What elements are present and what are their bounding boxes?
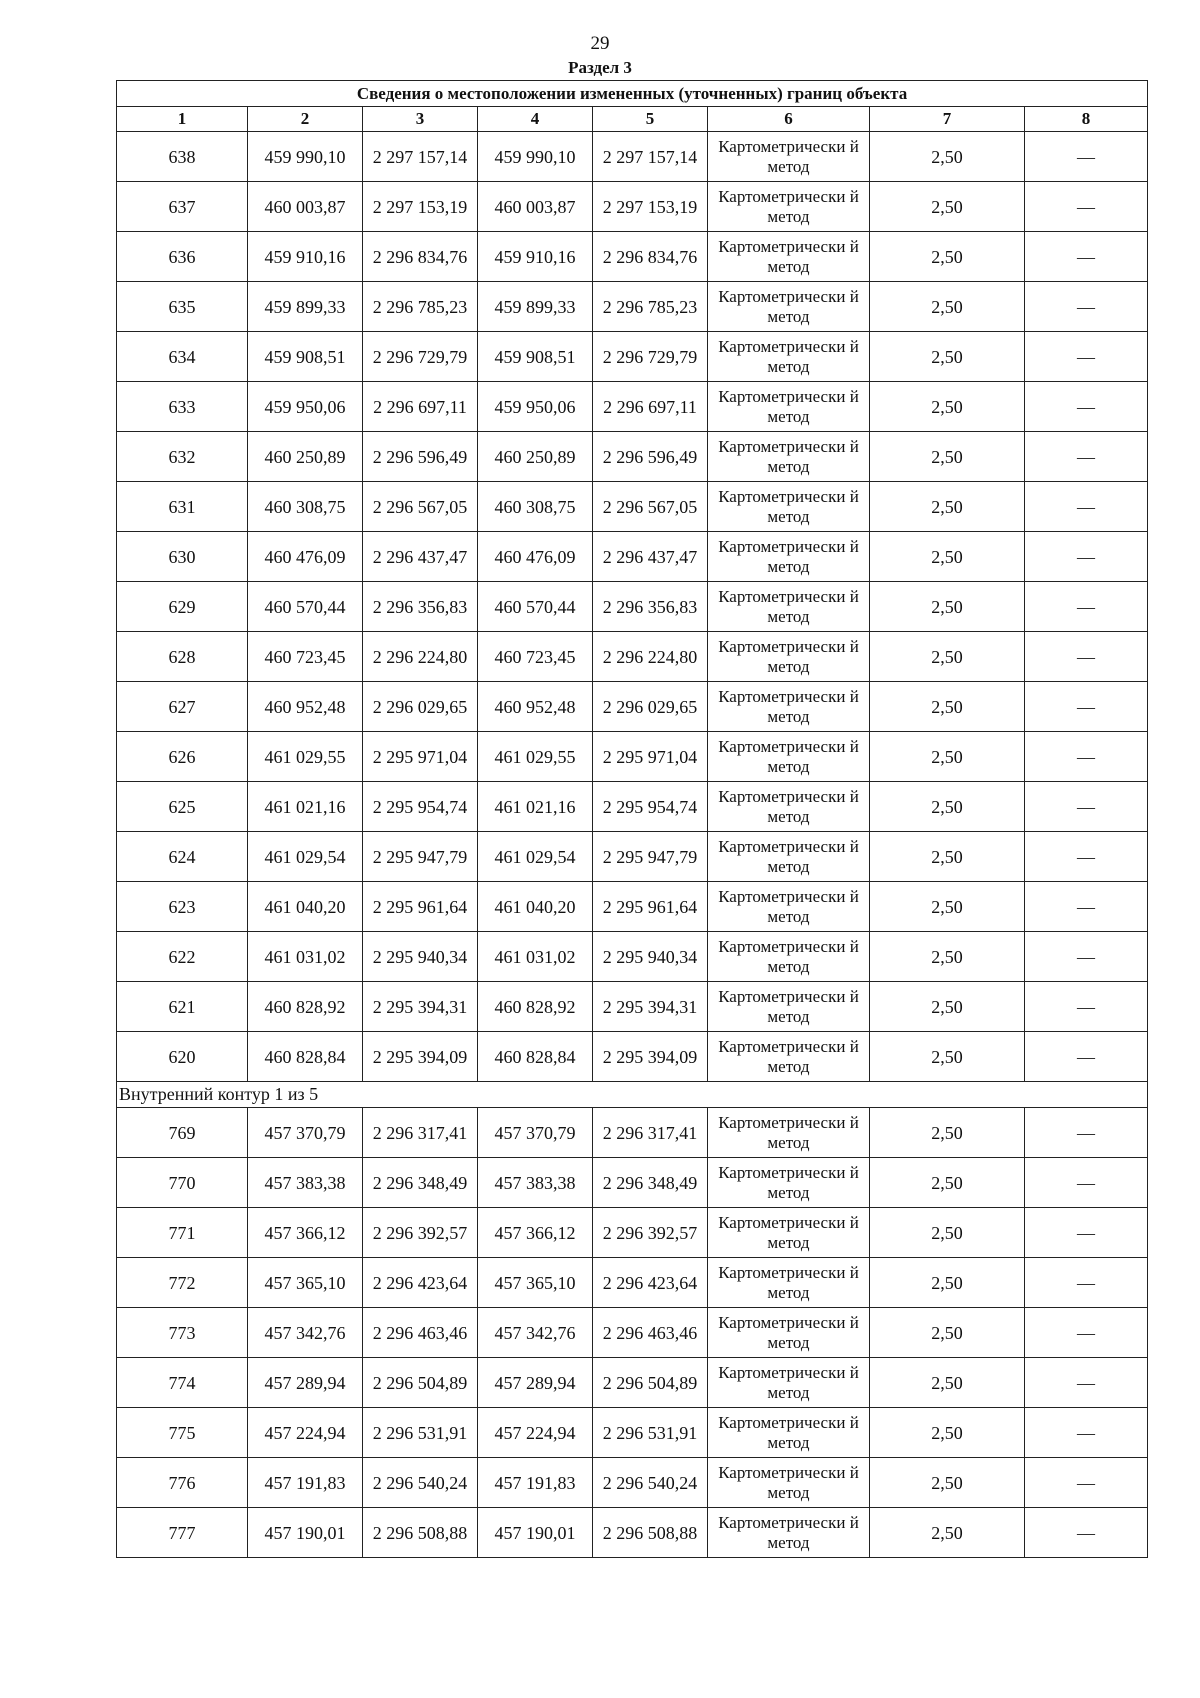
- note-cell: —: [1025, 182, 1148, 232]
- point-number-cell: 632: [117, 432, 248, 482]
- method-cell: Картометрически й метод: [708, 432, 870, 482]
- table-row: [117, 432, 1148, 482]
- accuracy-cell: 2,50: [870, 1258, 1025, 1308]
- y-coordinate-cell: 2 295 394,09: [363, 1032, 478, 1082]
- table-title-row: [117, 81, 1148, 107]
- table-row: [117, 1258, 1148, 1308]
- accuracy-cell: 2,50: [870, 682, 1025, 732]
- y-coordinate-cell: 2 296 423,64: [363, 1258, 478, 1308]
- x-coordinate-cell: 461 029,55: [478, 732, 593, 782]
- accuracy-cell: 2,50: [870, 482, 1025, 532]
- note-cell: —: [1025, 1358, 1148, 1408]
- x-coordinate-cell: 457 342,76: [478, 1308, 593, 1358]
- note-cell: —: [1025, 882, 1148, 932]
- table-row: [117, 932, 1148, 982]
- y-coordinate-cell: 2 296 356,83: [593, 582, 708, 632]
- page-number: 29: [590, 33, 610, 54]
- column-number: 5: [593, 107, 708, 132]
- x-coordinate-cell: 461 029,55: [248, 732, 363, 782]
- y-coordinate-cell: 2 296 729,79: [363, 332, 478, 382]
- point-number-cell: 772: [117, 1258, 248, 1308]
- note-cell: —: [1025, 982, 1148, 1032]
- note-cell: —: [1025, 1458, 1148, 1508]
- y-coordinate-cell: 2 295 954,74: [593, 782, 708, 832]
- x-coordinate-cell: 457 224,94: [478, 1408, 593, 1458]
- note-cell: —: [1025, 682, 1148, 732]
- y-coordinate-cell: 2 296 029,65: [593, 682, 708, 732]
- note-cell: —: [1025, 632, 1148, 682]
- x-coordinate-cell: 461 031,02: [248, 932, 363, 982]
- accuracy-cell: 2,50: [870, 182, 1025, 232]
- accuracy-cell: 2,50: [870, 782, 1025, 832]
- table-row: [117, 682, 1148, 732]
- x-coordinate-cell: 460 723,45: [478, 632, 593, 682]
- point-number-cell: 626: [117, 732, 248, 782]
- y-coordinate-cell: 2 295 971,04: [363, 732, 478, 782]
- y-coordinate-cell: 2 296 423,64: [593, 1258, 708, 1308]
- y-coordinate-cell: 2 296 224,80: [593, 632, 708, 682]
- point-number-cell: 622: [117, 932, 248, 982]
- column-number: 6: [708, 107, 870, 132]
- method-cell: Картометрически й метод: [708, 532, 870, 582]
- x-coordinate-cell: 457 370,79: [478, 1108, 593, 1158]
- column-number-row: [117, 107, 1148, 132]
- x-coordinate-cell: 457 342,76: [248, 1308, 363, 1358]
- x-coordinate-cell: 460 952,48: [248, 682, 363, 732]
- x-coordinate-cell: 457 191,83: [478, 1458, 593, 1508]
- y-coordinate-cell: 2 296 567,05: [363, 482, 478, 532]
- y-coordinate-cell: 2 295 940,34: [593, 932, 708, 982]
- note-cell: —: [1025, 232, 1148, 282]
- method-cell: Картометрически й метод: [708, 282, 870, 332]
- method-cell: Картометрически й метод: [708, 982, 870, 1032]
- note-cell: —: [1025, 782, 1148, 832]
- y-coordinate-cell: 2 295 961,64: [593, 882, 708, 932]
- x-coordinate-cell: 457 365,10: [248, 1258, 363, 1308]
- y-coordinate-cell: 2 296 697,11: [363, 382, 478, 432]
- y-coordinate-cell: 2 295 947,79: [363, 832, 478, 882]
- y-coordinate-cell: 2 296 029,65: [363, 682, 478, 732]
- point-number-cell: 770: [117, 1158, 248, 1208]
- x-coordinate-cell: 459 990,10: [248, 132, 363, 182]
- point-number-cell: 773: [117, 1308, 248, 1358]
- method-cell: Картометрически й метод: [708, 382, 870, 432]
- x-coordinate-cell: 459 990,10: [478, 132, 593, 182]
- y-coordinate-cell: 2 296 508,88: [363, 1508, 478, 1558]
- table-row: [117, 882, 1148, 932]
- accuracy-cell: 2,50: [870, 732, 1025, 782]
- point-number-cell: 623: [117, 882, 248, 932]
- x-coordinate-cell: 457 190,01: [248, 1508, 363, 1558]
- table-row: [117, 1208, 1148, 1258]
- point-number-cell: 638: [117, 132, 248, 182]
- x-coordinate-cell: 459 910,16: [248, 232, 363, 282]
- accuracy-cell: 2,50: [870, 282, 1025, 332]
- accuracy-cell: 2,50: [870, 1158, 1025, 1208]
- x-coordinate-cell: 460 570,44: [248, 582, 363, 632]
- method-cell: Картометрически й метод: [708, 1208, 870, 1258]
- x-coordinate-cell: 460 828,92: [478, 982, 593, 1032]
- y-coordinate-cell: 2 296 596,49: [363, 432, 478, 482]
- column-number: 2: [248, 107, 363, 132]
- y-coordinate-cell: 2 296 834,76: [593, 232, 708, 282]
- accuracy-cell: 2,50: [870, 1308, 1025, 1358]
- x-coordinate-cell: 459 908,51: [478, 332, 593, 382]
- accuracy-cell: 2,50: [870, 332, 1025, 382]
- method-cell: Картометрически й метод: [708, 782, 870, 832]
- x-coordinate-cell: 457 289,94: [248, 1358, 363, 1408]
- x-coordinate-cell: 459 950,06: [248, 382, 363, 432]
- table-row: [117, 232, 1148, 282]
- y-coordinate-cell: 2 297 157,14: [593, 132, 708, 182]
- y-coordinate-cell: 2 296 224,80: [363, 632, 478, 682]
- accuracy-cell: 2,50: [870, 982, 1025, 1032]
- accuracy-cell: 2,50: [870, 932, 1025, 982]
- method-cell: Картометрически й метод: [708, 1508, 870, 1558]
- point-number-cell: 621: [117, 982, 248, 1032]
- accuracy-cell: 2,50: [870, 532, 1025, 582]
- method-cell: Картометрически й метод: [708, 832, 870, 882]
- method-cell: Картометрически й метод: [708, 1408, 870, 1458]
- x-coordinate-cell: 461 021,16: [478, 782, 593, 832]
- method-cell: Картометрически й метод: [708, 582, 870, 632]
- y-coordinate-cell: 2 296 437,47: [363, 532, 478, 582]
- table-title: Сведения о местоположении измененных (уточненных) границ объекта: [117, 81, 1148, 107]
- x-coordinate-cell: 461 029,54: [248, 832, 363, 882]
- y-coordinate-cell: 2 296 463,46: [363, 1308, 478, 1358]
- accuracy-cell: 2,50: [870, 232, 1025, 282]
- method-cell: Картометрически й метод: [708, 1032, 870, 1082]
- method-cell: Картометрически й метод: [708, 732, 870, 782]
- x-coordinate-cell: 461 029,54: [478, 832, 593, 882]
- point-number-cell: 777: [117, 1508, 248, 1558]
- y-coordinate-cell: 2 296 317,41: [593, 1108, 708, 1158]
- y-coordinate-cell: 2 296 463,46: [593, 1308, 708, 1358]
- y-coordinate-cell: 2 296 317,41: [363, 1108, 478, 1158]
- note-cell: —: [1025, 282, 1148, 332]
- x-coordinate-cell: 460 828,84: [478, 1032, 593, 1082]
- y-coordinate-cell: 2 296 348,49: [363, 1158, 478, 1208]
- x-coordinate-cell: 460 723,45: [248, 632, 363, 682]
- method-cell: Картометрически й метод: [708, 1308, 870, 1358]
- table-row: [117, 482, 1148, 532]
- note-cell: —: [1025, 732, 1148, 782]
- table-row: [117, 782, 1148, 832]
- method-cell: Картометрически й метод: [708, 482, 870, 532]
- accuracy-cell: 2,50: [870, 1108, 1025, 1158]
- x-coordinate-cell: 461 021,16: [248, 782, 363, 832]
- table-row: [117, 982, 1148, 1032]
- method-cell: Картометрически й метод: [708, 132, 870, 182]
- method-cell: Картометрически й метод: [708, 1358, 870, 1408]
- y-coordinate-cell: 2 295 394,31: [363, 982, 478, 1032]
- table-row: [117, 332, 1148, 382]
- note-cell: —: [1025, 1108, 1148, 1158]
- note-cell: —: [1025, 1258, 1148, 1308]
- table-row: [117, 132, 1148, 182]
- y-coordinate-cell: 2 295 394,09: [593, 1032, 708, 1082]
- note-cell: —: [1025, 482, 1148, 532]
- table-row: [117, 1108, 1148, 1158]
- point-number-cell: 635: [117, 282, 248, 332]
- column-number: 1: [117, 107, 248, 132]
- table-row: [117, 1508, 1148, 1558]
- y-coordinate-cell: 2 296 437,47: [593, 532, 708, 582]
- table-row: [117, 732, 1148, 782]
- method-cell: Картометрически й метод: [708, 882, 870, 932]
- point-number-cell: 633: [117, 382, 248, 432]
- table-row: [117, 532, 1148, 582]
- point-number-cell: 630: [117, 532, 248, 582]
- method-cell: Картометрически й метод: [708, 682, 870, 732]
- y-coordinate-cell: 2 296 540,24: [363, 1458, 478, 1508]
- x-coordinate-cell: 457 383,38: [248, 1158, 363, 1208]
- x-coordinate-cell: 457 191,83: [248, 1458, 363, 1508]
- x-coordinate-cell: 460 250,89: [248, 432, 363, 482]
- x-coordinate-cell: 457 366,12: [248, 1208, 363, 1258]
- note-cell: —: [1025, 1508, 1148, 1558]
- x-coordinate-cell: 461 040,20: [248, 882, 363, 932]
- point-number-cell: 634: [117, 332, 248, 382]
- y-coordinate-cell: 2 296 508,88: [593, 1508, 708, 1558]
- point-number-cell: 769: [117, 1108, 248, 1158]
- y-coordinate-cell: 2 296 697,11: [593, 382, 708, 432]
- accuracy-cell: 2,50: [870, 582, 1025, 632]
- x-coordinate-cell: 460 476,09: [478, 532, 593, 582]
- x-coordinate-cell: 460 952,48: [478, 682, 593, 732]
- note-cell: —: [1025, 1408, 1148, 1458]
- y-coordinate-cell: 2 296 785,23: [593, 282, 708, 332]
- accuracy-cell: 2,50: [870, 1032, 1025, 1082]
- table-row: [117, 1408, 1148, 1458]
- point-number-cell: 628: [117, 632, 248, 682]
- method-cell: Картометрически й метод: [708, 182, 870, 232]
- x-coordinate-cell: 460 003,87: [248, 182, 363, 232]
- accuracy-cell: 2,50: [870, 432, 1025, 482]
- x-coordinate-cell: 457 365,10: [478, 1258, 593, 1308]
- x-coordinate-cell: 459 899,33: [478, 282, 593, 332]
- y-coordinate-cell: 2 296 834,76: [363, 232, 478, 282]
- table-row: [117, 1158, 1148, 1208]
- note-cell: —: [1025, 1208, 1148, 1258]
- x-coordinate-cell: 460 308,75: [478, 482, 593, 532]
- method-cell: Картометрически й метод: [708, 332, 870, 382]
- method-cell: Картометрически й метод: [708, 1258, 870, 1308]
- method-cell: Картометрически й метод: [708, 1158, 870, 1208]
- point-number-cell: 624: [117, 832, 248, 882]
- method-cell: Картометрически й метод: [708, 1458, 870, 1508]
- column-number: 4: [478, 107, 593, 132]
- y-coordinate-cell: 2 297 153,19: [593, 182, 708, 232]
- y-coordinate-cell: 2 296 504,89: [363, 1358, 478, 1408]
- note-cell: —: [1025, 832, 1148, 882]
- y-coordinate-cell: 2 296 596,49: [593, 432, 708, 482]
- y-coordinate-cell: 2 296 540,24: [593, 1458, 708, 1508]
- y-coordinate-cell: 2 297 157,14: [363, 132, 478, 182]
- x-coordinate-cell: 460 828,92: [248, 982, 363, 1032]
- y-coordinate-cell: 2 297 153,19: [363, 182, 478, 232]
- table-row: [117, 582, 1148, 632]
- point-number-cell: 774: [117, 1358, 248, 1408]
- accuracy-cell: 2,50: [870, 882, 1025, 932]
- x-coordinate-cell: 459 950,06: [478, 382, 593, 432]
- point-number-cell: 620: [117, 1032, 248, 1082]
- y-coordinate-cell: 2 296 785,23: [363, 282, 478, 332]
- point-number-cell: 631: [117, 482, 248, 532]
- accuracy-cell: 2,50: [870, 1508, 1025, 1558]
- section-title: Раздел 3: [568, 58, 632, 77]
- x-coordinate-cell: 457 370,79: [248, 1108, 363, 1158]
- note-cell: —: [1025, 532, 1148, 582]
- x-coordinate-cell: 460 308,75: [248, 482, 363, 532]
- method-cell: Картометрически й метод: [708, 1108, 870, 1158]
- x-coordinate-cell: 460 250,89: [478, 432, 593, 482]
- x-coordinate-cell: 457 366,12: [478, 1208, 593, 1258]
- x-coordinate-cell: 457 289,94: [478, 1358, 593, 1408]
- point-number-cell: 776: [117, 1458, 248, 1508]
- column-number: 8: [1025, 107, 1148, 132]
- x-coordinate-cell: 461 031,02: [478, 932, 593, 982]
- note-cell: —: [1025, 132, 1148, 182]
- note-cell: —: [1025, 582, 1148, 632]
- table-row: [117, 832, 1148, 882]
- point-number-cell: 636: [117, 232, 248, 282]
- point-number-cell: 627: [117, 682, 248, 732]
- accuracy-cell: 2,50: [870, 1208, 1025, 1258]
- table-row: [117, 1358, 1148, 1408]
- point-number-cell: 629: [117, 582, 248, 632]
- note-cell: —: [1025, 382, 1148, 432]
- accuracy-cell: 2,50: [870, 632, 1025, 682]
- accuracy-cell: 2,50: [870, 1358, 1025, 1408]
- point-number-cell: 775: [117, 1408, 248, 1458]
- note-cell: —: [1025, 1158, 1148, 1208]
- table-row: [117, 382, 1148, 432]
- x-coordinate-cell: 459 899,33: [248, 282, 363, 332]
- y-coordinate-cell: 2 296 348,49: [593, 1158, 708, 1208]
- column-number: 3: [363, 107, 478, 132]
- note-cell: —: [1025, 1032, 1148, 1082]
- note-cell: —: [1025, 432, 1148, 482]
- note-cell: —: [1025, 332, 1148, 382]
- y-coordinate-cell: 2 295 961,64: [363, 882, 478, 932]
- y-coordinate-cell: 2 296 392,57: [593, 1208, 708, 1258]
- x-coordinate-cell: 457 190,01: [478, 1508, 593, 1558]
- y-coordinate-cell: 2 296 567,05: [593, 482, 708, 532]
- contour-label: Внутренний контур 1 из 5: [117, 1082, 1148, 1108]
- table-row: [117, 1458, 1148, 1508]
- x-coordinate-cell: 457 383,38: [478, 1158, 593, 1208]
- y-coordinate-cell: 2 295 954,74: [363, 782, 478, 832]
- table-body: [117, 81, 1148, 1558]
- note-cell: —: [1025, 1308, 1148, 1358]
- table-row: [117, 182, 1148, 232]
- x-coordinate-cell: 460 828,84: [248, 1032, 363, 1082]
- x-coordinate-cell: 459 908,51: [248, 332, 363, 382]
- table-row: [117, 632, 1148, 682]
- accuracy-cell: 2,50: [870, 832, 1025, 882]
- contour-label-row: [117, 1082, 1148, 1108]
- x-coordinate-cell: 460 570,44: [478, 582, 593, 632]
- accuracy-cell: 2,50: [870, 1408, 1025, 1458]
- y-coordinate-cell: 2 295 971,04: [593, 732, 708, 782]
- x-coordinate-cell: 460 476,09: [248, 532, 363, 582]
- x-coordinate-cell: 457 224,94: [248, 1408, 363, 1458]
- point-number-cell: 771: [117, 1208, 248, 1258]
- x-coordinate-cell: 459 910,16: [478, 232, 593, 282]
- y-coordinate-cell: 2 295 940,34: [363, 932, 478, 982]
- y-coordinate-cell: 2 296 531,91: [593, 1408, 708, 1458]
- method-cell: Картометрически й метод: [708, 232, 870, 282]
- note-cell: —: [1025, 932, 1148, 982]
- table-row: [117, 282, 1148, 332]
- boundary-table: [116, 80, 1148, 1558]
- y-coordinate-cell: 2 296 504,89: [593, 1358, 708, 1408]
- accuracy-cell: 2,50: [870, 1458, 1025, 1508]
- table-row: [117, 1032, 1148, 1082]
- point-number-cell: 625: [117, 782, 248, 832]
- y-coordinate-cell: 2 296 356,83: [363, 582, 478, 632]
- x-coordinate-cell: 460 003,87: [478, 182, 593, 232]
- y-coordinate-cell: 2 296 531,91: [363, 1408, 478, 1458]
- y-coordinate-cell: 2 295 394,31: [593, 982, 708, 1032]
- y-coordinate-cell: 2 296 729,79: [593, 332, 708, 382]
- method-cell: Картометрически й метод: [708, 932, 870, 982]
- method-cell: Картометрически й метод: [708, 632, 870, 682]
- accuracy-cell: 2,50: [870, 132, 1025, 182]
- x-coordinate-cell: 461 040,20: [478, 882, 593, 932]
- table-row: [117, 1308, 1148, 1358]
- point-number-cell: 637: [117, 182, 248, 232]
- accuracy-cell: 2,50: [870, 382, 1025, 432]
- y-coordinate-cell: 2 296 392,57: [363, 1208, 478, 1258]
- column-number: 7: [870, 107, 1025, 132]
- y-coordinate-cell: 2 295 947,79: [593, 832, 708, 882]
